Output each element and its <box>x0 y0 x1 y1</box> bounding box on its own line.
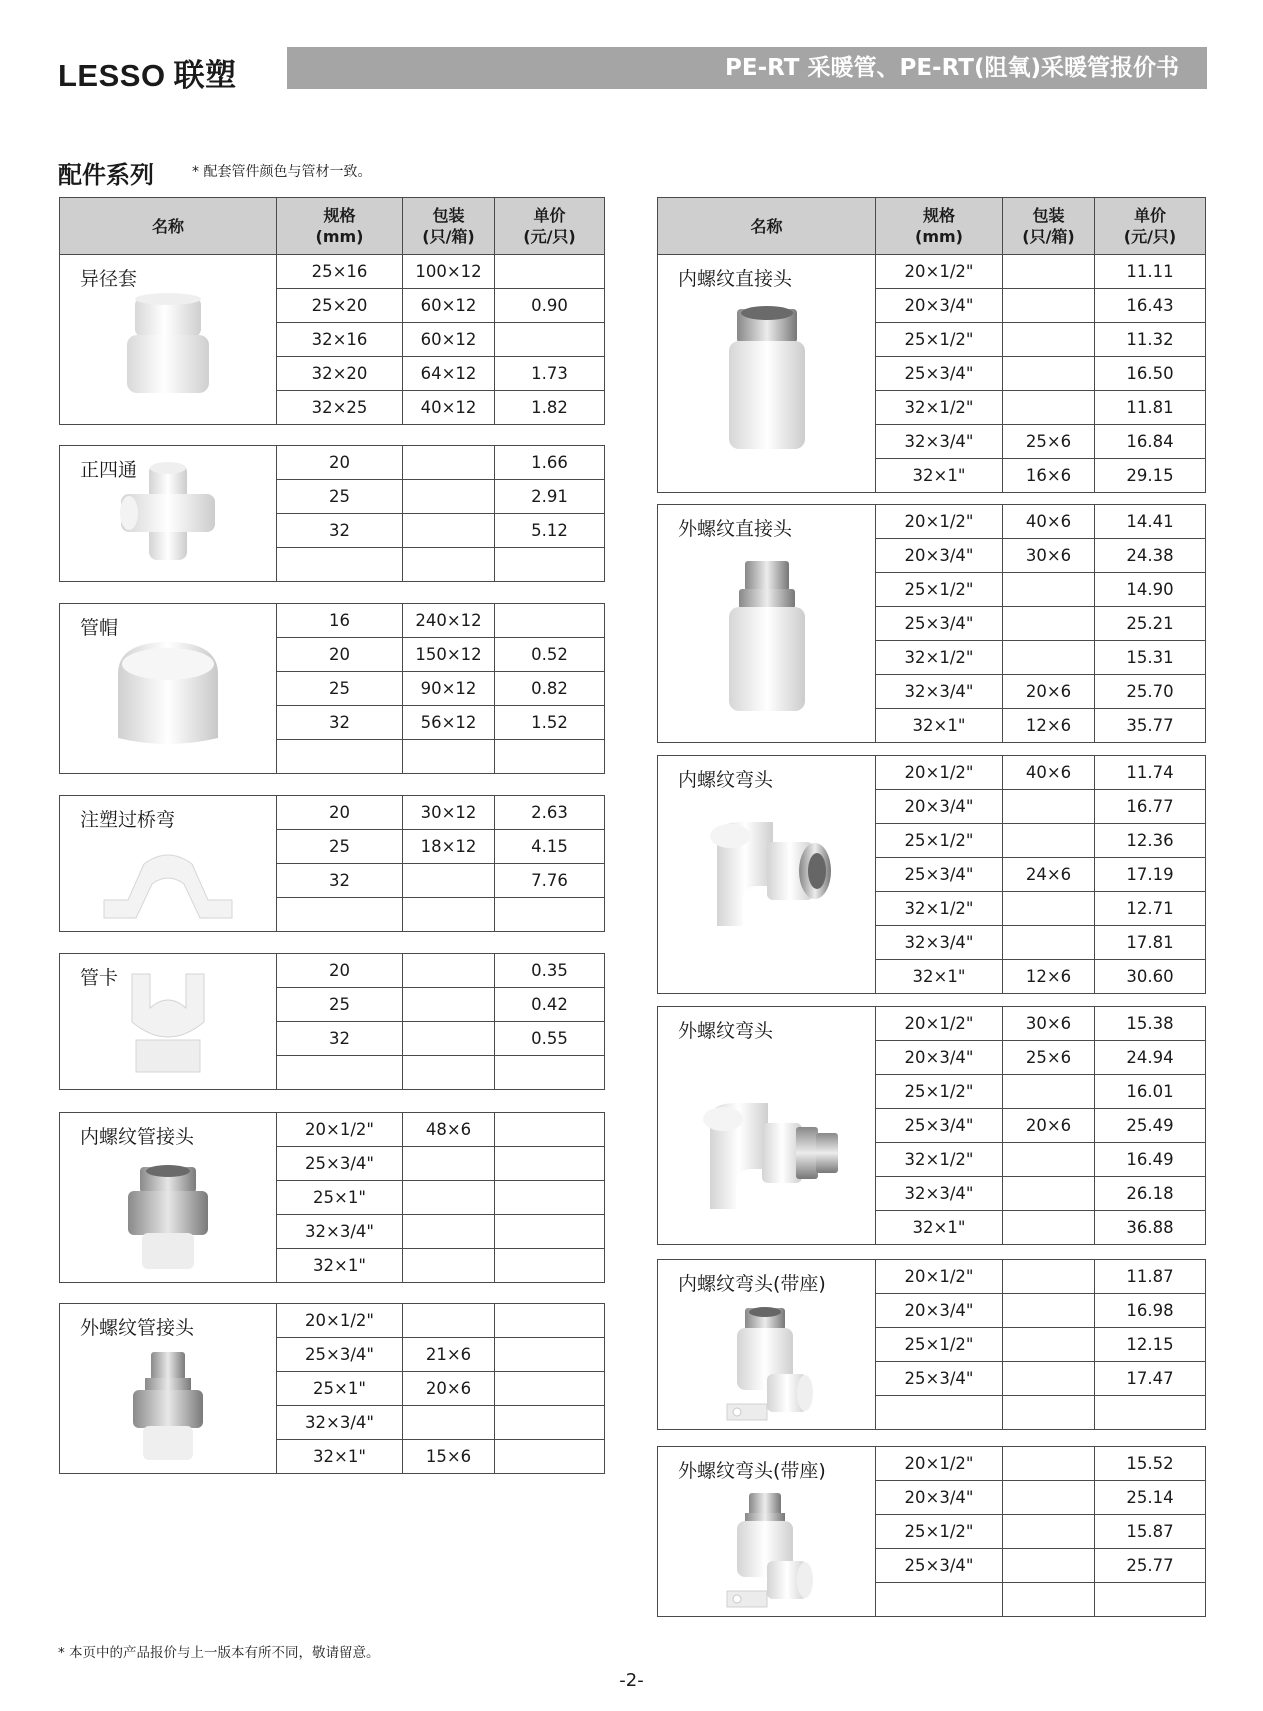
pack-cell: 15×6 <box>403 1440 495 1474</box>
left-product-table-6 <box>59 1303 605 1474</box>
spec-cell: 20×1/2" <box>876 1447 1003 1481</box>
price-cell: 1.52 <box>495 706 605 740</box>
spec-cell: 20×1/2" <box>876 756 1003 790</box>
table-row <box>60 255 605 289</box>
product-name: 外螺纹弯头(带座) <box>678 1460 826 1482</box>
price-cell: 25.14 <box>1095 1481 1206 1515</box>
pack-cell <box>1003 790 1095 824</box>
spec-cell: 25×1" <box>277 1372 403 1406</box>
price-cell: 4.15 <box>495 830 605 864</box>
product-cell <box>60 796 277 932</box>
price-cell: 25.49 <box>1095 1109 1206 1143</box>
spec-cell: 25×1/2" <box>876 323 1003 357</box>
female-elbow-image <box>697 816 837 936</box>
pack-cell <box>1003 357 1095 391</box>
price-cell <box>1095 1396 1206 1430</box>
spec-cell: 32×3/4" <box>277 1215 403 1249</box>
male-adapter-image <box>717 557 817 717</box>
pack-cell: 56×12 <box>403 706 495 740</box>
male-elbow-image <box>692 1097 842 1217</box>
spec-cell: 25×20 <box>277 289 403 323</box>
product-name: 内螺纹弯头(带座) <box>678 1273 826 1295</box>
spec-cell: 25×3/4" <box>876 858 1003 892</box>
spec-cell: 32×1/2" <box>876 391 1003 425</box>
pack-cell: 20×6 <box>1003 1109 1095 1143</box>
crossover-bend-image <box>98 842 238 922</box>
table-row <box>60 1113 605 1147</box>
price-cell: 15.52 <box>1095 1447 1206 1481</box>
price-cell <box>495 1113 605 1147</box>
pack-cell <box>403 480 495 514</box>
table-row <box>658 756 1206 790</box>
pack-cell <box>1003 289 1095 323</box>
table-header-row <box>658 198 1206 255</box>
spec-cell: 32 <box>277 1022 403 1056</box>
pack-cell <box>1003 391 1095 425</box>
pack-cell: 25×6 <box>1003 425 1095 459</box>
col-name-header: 名称 <box>60 198 277 255</box>
product-cell <box>60 1304 277 1474</box>
spec-cell: 32 <box>277 706 403 740</box>
price-cell: 11.11 <box>1095 255 1206 289</box>
price-cell: 5.12 <box>495 514 605 548</box>
pack-cell: 24×6 <box>1003 858 1095 892</box>
pack-cell <box>1003 1515 1095 1549</box>
spec-cell: 16 <box>277 604 403 638</box>
spec-cell: 25 <box>277 830 403 864</box>
pack-cell: 40×6 <box>1003 756 1095 790</box>
spec-cell: 32×1" <box>876 709 1003 743</box>
pack-cell <box>1003 1583 1095 1617</box>
product-name: 管帽 <box>80 617 119 639</box>
table-row <box>658 505 1206 539</box>
spec-cell: 32×3/4" <box>876 926 1003 960</box>
spec-cell: 25 <box>277 988 403 1022</box>
spec-cell: 32×1/2" <box>876 1143 1003 1177</box>
spec-cell: 32 <box>277 514 403 548</box>
pack-cell <box>403 898 495 932</box>
spec-cell: 20×3/4" <box>876 1481 1003 1515</box>
pack-cell <box>1003 1143 1095 1177</box>
pack-cell: 25×6 <box>1003 1041 1095 1075</box>
spec-cell <box>277 548 403 582</box>
table-row <box>60 796 605 830</box>
pack-cell <box>403 1147 495 1181</box>
pack-cell: 30×6 <box>1003 1007 1095 1041</box>
pack-cell <box>403 548 495 582</box>
spec-cell <box>277 898 403 932</box>
price-cell <box>495 255 605 289</box>
price-cell: 17.81 <box>1095 926 1206 960</box>
price-cell <box>495 1249 605 1283</box>
spec-cell: 25×3/4" <box>277 1338 403 1372</box>
pack-cell <box>1003 1396 1095 1430</box>
right-product-table-1 <box>657 504 1206 743</box>
price-cell: 25.21 <box>1095 607 1206 641</box>
spec-cell: 32×3/4" <box>876 675 1003 709</box>
product-name: 异径套 <box>80 268 138 290</box>
pack-cell <box>403 1406 495 1440</box>
pack-cell: 21×6 <box>403 1338 495 1372</box>
price-cell: 24.38 <box>1095 539 1206 573</box>
price-cell: 12.71 <box>1095 892 1206 926</box>
product-name: 内螺纹管接头 <box>80 1126 195 1148</box>
price-cell: 15.38 <box>1095 1007 1206 1041</box>
spec-cell: 32×3/4" <box>277 1406 403 1440</box>
product-name: 外螺纹管接头 <box>80 1317 195 1339</box>
price-cell: 16.98 <box>1095 1294 1206 1328</box>
price-cell <box>495 1372 605 1406</box>
pack-cell <box>403 446 495 480</box>
price-cell <box>495 1147 605 1181</box>
product-cell <box>658 756 876 994</box>
pack-cell <box>403 1304 495 1338</box>
pack-cell: 40×6 <box>1003 505 1095 539</box>
spec-cell: 25×1/2" <box>876 1075 1003 1109</box>
price-cell: 11.81 <box>1095 391 1206 425</box>
spec-cell: 32×1/2" <box>876 892 1003 926</box>
price-cell: 36.88 <box>1095 1211 1206 1245</box>
price-cell: 12.36 <box>1095 824 1206 858</box>
price-cell: 24.94 <box>1095 1041 1206 1075</box>
col-spec-header: 规格 (mm) <box>277 198 403 255</box>
product-cell <box>658 1447 876 1617</box>
price-cell: 26.18 <box>1095 1177 1206 1211</box>
spec-cell: 32×1" <box>277 1440 403 1474</box>
spec-cell: 25 <box>277 480 403 514</box>
spec-cell: 25×16 <box>277 255 403 289</box>
product-cell <box>658 255 876 493</box>
spec-cell: 32×25 <box>277 391 403 425</box>
pack-cell: 30×6 <box>1003 539 1095 573</box>
pack-cell <box>1003 1211 1095 1245</box>
product-cell <box>60 954 277 1090</box>
left-product-table-4 <box>59 953 605 1090</box>
spec-cell: 20×3/4" <box>876 1294 1003 1328</box>
col-pack-header: 包装 (只/箱) <box>403 198 495 255</box>
spec-cell: 32×1" <box>876 1211 1003 1245</box>
spec-cell: 25×1/2" <box>876 1328 1003 1362</box>
pack-cell <box>1003 573 1095 607</box>
price-cell: 11.32 <box>1095 323 1206 357</box>
product-name: 注塑过桥弯 <box>80 809 176 831</box>
pack-cell <box>403 1022 495 1056</box>
price-cell: 0.52 <box>495 638 605 672</box>
product-cell <box>60 255 277 425</box>
spec-cell: 20×1/2" <box>876 505 1003 539</box>
price-cell <box>495 1056 605 1090</box>
price-cell: 0.90 <box>495 289 605 323</box>
female-union-image <box>118 1163 218 1273</box>
price-cell: 2.91 <box>495 480 605 514</box>
pack-cell <box>1003 323 1095 357</box>
price-cell: 35.77 <box>1095 709 1206 743</box>
spec-cell: 25×1/2" <box>876 824 1003 858</box>
price-cell: 11.74 <box>1095 756 1206 790</box>
product-cell <box>658 1007 876 1245</box>
pack-cell: 90×12 <box>403 672 495 706</box>
product-cell <box>60 1113 277 1283</box>
spec-cell <box>876 1396 1003 1430</box>
pack-cell <box>1003 1075 1095 1109</box>
pack-cell: 12×6 <box>1003 709 1095 743</box>
price-cell: 0.35 <box>495 954 605 988</box>
price-cell: 0.42 <box>495 988 605 1022</box>
price-cell: 1.82 <box>495 391 605 425</box>
pack-cell <box>403 1215 495 1249</box>
pack-cell <box>403 1181 495 1215</box>
pack-cell: 240×12 <box>403 604 495 638</box>
cross-fitting-image <box>113 456 223 566</box>
spec-cell: 32×1" <box>876 960 1003 994</box>
table-header-row <box>60 198 605 255</box>
pack-cell: 100×12 <box>403 255 495 289</box>
spec-cell: 20×3/4" <box>876 790 1003 824</box>
pipe-clip-image <box>118 968 218 1078</box>
price-cell <box>1095 1583 1206 1617</box>
pack-cell <box>403 988 495 1022</box>
spec-cell: 32×16 <box>277 323 403 357</box>
price-cell: 16.01 <box>1095 1075 1206 1109</box>
spec-cell: 25×3/4" <box>876 357 1003 391</box>
spec-cell <box>277 740 403 774</box>
left-product-table-1 <box>59 445 605 582</box>
spec-cell: 20 <box>277 638 403 672</box>
price-cell: 17.47 <box>1095 1362 1206 1396</box>
pack-cell <box>403 954 495 988</box>
price-cell: 17.19 <box>1095 858 1206 892</box>
pack-cell: 16×6 <box>1003 459 1095 493</box>
spec-cell: 20 <box>277 954 403 988</box>
pack-cell <box>1003 926 1095 960</box>
price-cell: 16.50 <box>1095 357 1206 391</box>
pack-cell <box>403 1249 495 1283</box>
price-cell: 16.84 <box>1095 425 1206 459</box>
price-cell: 14.90 <box>1095 573 1206 607</box>
spec-cell: 32×1/2" <box>876 641 1003 675</box>
price-cell: 0.55 <box>495 1022 605 1056</box>
price-cell: 7.76 <box>495 864 605 898</box>
product-name: 管卡 <box>80 967 119 989</box>
price-cell <box>495 323 605 357</box>
left-product-table-3 <box>59 795 605 932</box>
spec-cell: 20×3/4" <box>876 1041 1003 1075</box>
price-cell: 15.87 <box>1095 1515 1206 1549</box>
price-cell: 14.41 <box>1095 505 1206 539</box>
pack-cell <box>403 514 495 548</box>
right-product-table-5 <box>657 1446 1206 1617</box>
spec-cell: 20×1/2" <box>876 1007 1003 1041</box>
pack-cell <box>1003 255 1095 289</box>
pack-cell <box>1003 1362 1095 1396</box>
spec-cell: 25×3/4" <box>876 1362 1003 1396</box>
product-name: 内螺纹弯头 <box>678 769 774 791</box>
pack-cell: 60×12 <box>403 323 495 357</box>
col-price-header: 单价 (元/只) <box>495 198 605 255</box>
logo-cn: 联塑 <box>173 58 237 94</box>
spec-cell: 25×3/4" <box>876 607 1003 641</box>
table-row <box>60 954 605 988</box>
pack-cell <box>1003 892 1095 926</box>
pack-cell <box>1003 1177 1095 1211</box>
col-price-header: 单价 (元/只) <box>1095 198 1206 255</box>
table-row <box>658 1260 1206 1294</box>
right-product-table-2 <box>657 755 1206 994</box>
spec-cell: 25×3/4" <box>876 1549 1003 1583</box>
pack-cell: 150×12 <box>403 638 495 672</box>
table-row <box>60 446 605 480</box>
price-cell: 16.77 <box>1095 790 1206 824</box>
spec-cell: 20×3/4" <box>876 289 1003 323</box>
product-name: 内螺纹直接头 <box>678 268 793 290</box>
price-cell <box>495 548 605 582</box>
price-cell: 2.63 <box>495 796 605 830</box>
pack-cell: 12×6 <box>1003 960 1095 994</box>
pack-cell <box>1003 1260 1095 1294</box>
pack-cell <box>403 864 495 898</box>
spec-cell: 25 <box>277 672 403 706</box>
pack-cell: 20×6 <box>403 1372 495 1406</box>
table-row <box>60 604 605 638</box>
table-row <box>658 1007 1206 1041</box>
pack-cell: 18×12 <box>403 830 495 864</box>
table-row <box>60 1304 605 1338</box>
left-product-table-5 <box>59 1112 605 1283</box>
pack-cell: 20×6 <box>1003 675 1095 709</box>
price-cell <box>495 1304 605 1338</box>
product-cell <box>658 505 876 743</box>
spec-cell: 25×3/4" <box>876 1109 1003 1143</box>
spec-cell: 25×1/2" <box>876 1515 1003 1549</box>
price-cell <box>495 1406 605 1440</box>
spec-cell: 20 <box>277 446 403 480</box>
section-note: * 配套管件颜色与管材一致。 <box>192 164 372 180</box>
right-product-table-3 <box>657 1006 1206 1245</box>
female-elbow-with-base-image <box>717 1304 817 1424</box>
pack-cell <box>1003 1328 1095 1362</box>
female-adapter-image <box>717 305 817 455</box>
spec-cell: 20×1/2" <box>277 1113 403 1147</box>
pack-cell <box>1003 1447 1095 1481</box>
pack-cell <box>1003 1481 1095 1515</box>
price-cell: 16.49 <box>1095 1143 1206 1177</box>
price-cell: 29.15 <box>1095 459 1206 493</box>
price-cell <box>495 1181 605 1215</box>
spec-cell: 20×1/2" <box>876 1260 1003 1294</box>
price-cell: 30.60 <box>1095 960 1206 994</box>
price-cell: 11.87 <box>1095 1260 1206 1294</box>
price-cell: 12.15 <box>1095 1328 1206 1362</box>
right-product-table-0 <box>657 197 1206 493</box>
section-title: 配件系列 <box>58 161 154 189</box>
right-product-table-4 <box>657 1259 1206 1430</box>
spec-cell: 32 <box>277 864 403 898</box>
spec-cell: 25×3/4" <box>277 1147 403 1181</box>
product-name: 外螺纹弯头 <box>678 1020 774 1042</box>
pack-cell: 60×12 <box>403 289 495 323</box>
male-union-image <box>123 1348 213 1464</box>
pack-cell: 48×6 <box>403 1113 495 1147</box>
col-name-header: 名称 <box>658 198 876 255</box>
pack-cell <box>403 1056 495 1090</box>
pipe-cap-image <box>108 634 228 754</box>
price-cell <box>495 740 605 774</box>
left-product-table-2 <box>59 603 605 774</box>
price-cell <box>495 898 605 932</box>
spec-cell: 25×1/2" <box>876 573 1003 607</box>
product-name: 正四通 <box>80 459 138 481</box>
pack-cell: 30×12 <box>403 796 495 830</box>
price-cell <box>495 1215 605 1249</box>
product-cell <box>60 604 277 774</box>
male-elbow-with-base-image <box>717 1489 817 1611</box>
pack-cell <box>403 740 495 774</box>
footer-note: * 本页中的产品报价与上一版本有所不同，敬请留意。 <box>58 1645 380 1661</box>
spec-cell: 32×3/4" <box>876 425 1003 459</box>
pack-cell <box>1003 1549 1095 1583</box>
spec-cell: 20 <box>277 796 403 830</box>
table-row <box>658 255 1206 289</box>
product-cell <box>60 446 277 582</box>
price-cell: 25.70 <box>1095 675 1206 709</box>
spec-cell: 32×20 <box>277 357 403 391</box>
header-banner: PE-RT 采暖管、PE-RT(阻氧)采暖管报价书 <box>287 47 1207 89</box>
spec-cell <box>876 1583 1003 1617</box>
pack-cell <box>1003 641 1095 675</box>
spec-cell: 20×1/2" <box>876 255 1003 289</box>
spec-cell: 32×3/4" <box>876 1177 1003 1211</box>
left-product-table-0 <box>59 197 605 425</box>
pack-cell: 64×12 <box>403 357 495 391</box>
product-cell <box>658 1260 876 1430</box>
spec-cell: 25×1" <box>277 1181 403 1215</box>
price-cell: 1.66 <box>495 446 605 480</box>
pack-cell <box>1003 1294 1095 1328</box>
reducer-coupling-image <box>113 291 223 401</box>
logo-text: LESSO <box>58 58 166 93</box>
price-cell: 16.43 <box>1095 289 1206 323</box>
price-cell: 0.82 <box>495 672 605 706</box>
spec-cell: 20×1/2" <box>277 1304 403 1338</box>
price-cell: 25.77 <box>1095 1549 1206 1583</box>
lesso-logo <box>58 50 237 95</box>
price-cell <box>495 1338 605 1372</box>
page-number: -2- <box>619 1670 644 1691</box>
pack-cell <box>1003 824 1095 858</box>
price-cell <box>495 1440 605 1474</box>
spec-cell: 20×3/4" <box>876 539 1003 573</box>
price-cell: 1.73 <box>495 357 605 391</box>
spec-cell <box>277 1056 403 1090</box>
spec-cell: 32×1" <box>876 459 1003 493</box>
spec-cell: 32×1" <box>277 1249 403 1283</box>
table-row <box>658 1447 1206 1481</box>
col-spec-header: 规格 (mm) <box>876 198 1003 255</box>
price-cell: 15.31 <box>1095 641 1206 675</box>
product-name: 外螺纹直接头 <box>678 518 793 540</box>
col-pack-header: 包装 (只/箱) <box>1003 198 1095 255</box>
pack-cell <box>1003 607 1095 641</box>
pack-cell: 40×12 <box>403 391 495 425</box>
price-cell <box>495 604 605 638</box>
